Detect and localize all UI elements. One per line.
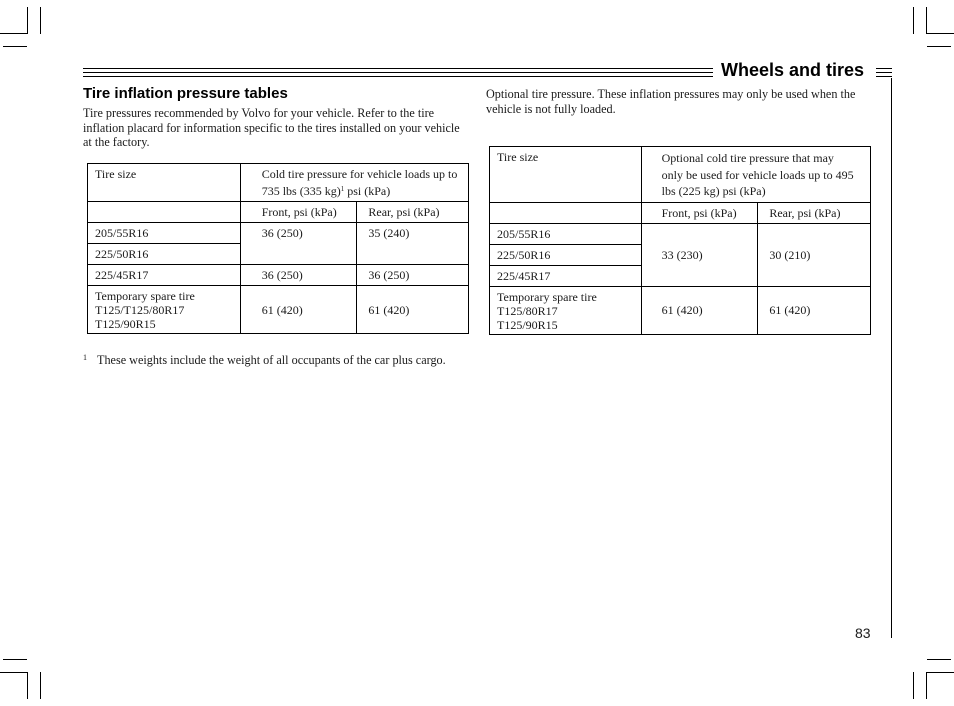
right-intro: Optional tire pressure. These inflation pressures may only be used when the vehicle is not fully loaded. (486, 87, 856, 116)
table-cell: 225/50R16 (490, 244, 642, 265)
table-cell: 205/55R16 (490, 223, 642, 244)
left-rear-header: Rear, psi (kPa) (357, 202, 469, 223)
left-front-header: Front, psi (kPa) (240, 202, 357, 223)
footnote-text: These weights include the weight of all occupants of the car plus cargo. (97, 353, 446, 367)
table-cell: 61 (420) (641, 286, 758, 334)
footnote (83, 353, 463, 368)
section-title: Wheels and tires (718, 60, 867, 81)
left-col-pressure-header: Cold tire pressure for vehicle loads up to 735 lbs (335 kg)$^1$ psi (kPa) (240, 164, 468, 202)
left-pressure-table (87, 163, 469, 334)
left-heading: Tire inflation pressure tables (83, 85, 288, 102)
table-cell: 225/45R17 (88, 265, 241, 286)
table-cell: 36 (250) (240, 223, 357, 265)
table-cell: 33 (230) (641, 223, 758, 286)
table-cell: 61 (420) (758, 286, 871, 334)
page-edge-rule (891, 78, 892, 638)
right-blank-cell (490, 202, 642, 223)
table-cell: 35 (240) (357, 223, 469, 265)
table-cell: 61 (420) (357, 286, 469, 334)
right-col-tire-size-header: Tire size (490, 147, 642, 203)
table-cell: 36 (250) (240, 265, 357, 286)
left-intro: Tire pressures recommended by Volvo for your vehicle. Refer to the tire inflation placard for information specific to the tires installed on your vehicle at the factory. (83, 106, 460, 149)
right-front-header: Front, psi (kPa) (641, 202, 758, 223)
page-number: 83 (855, 625, 871, 641)
left-col-tire-size-header: Tire size (88, 164, 241, 202)
footnote-marker: 1 (83, 353, 87, 362)
table-cell: 30 (210) (758, 223, 871, 286)
table-cell: 61 (420) (240, 286, 357, 334)
table-cell: 225/50R16 (88, 244, 241, 265)
table-cell: 225/45R17 (490, 265, 642, 286)
table-cell: Temporary spare tire T125/T125/80R17 T125/90R15 (88, 286, 241, 334)
left-blank-cell (88, 202, 241, 223)
table-cell: 36 (250) (357, 265, 469, 286)
table-cell: 205/55R16 (88, 223, 241, 244)
right-col-pressure-header: Optional cold tire pressure that may only be used for vehicle loads up to 495 lbs (225 kg) psi (kPa) (641, 147, 870, 203)
right-rear-header: Rear, psi (kPa) (758, 202, 871, 223)
right-pressure-table (489, 146, 871, 335)
table-cell: Temporary spare tire T125/80R17 T125/90R15 (490, 286, 642, 334)
footnote-ref: 1 (340, 185, 345, 193)
